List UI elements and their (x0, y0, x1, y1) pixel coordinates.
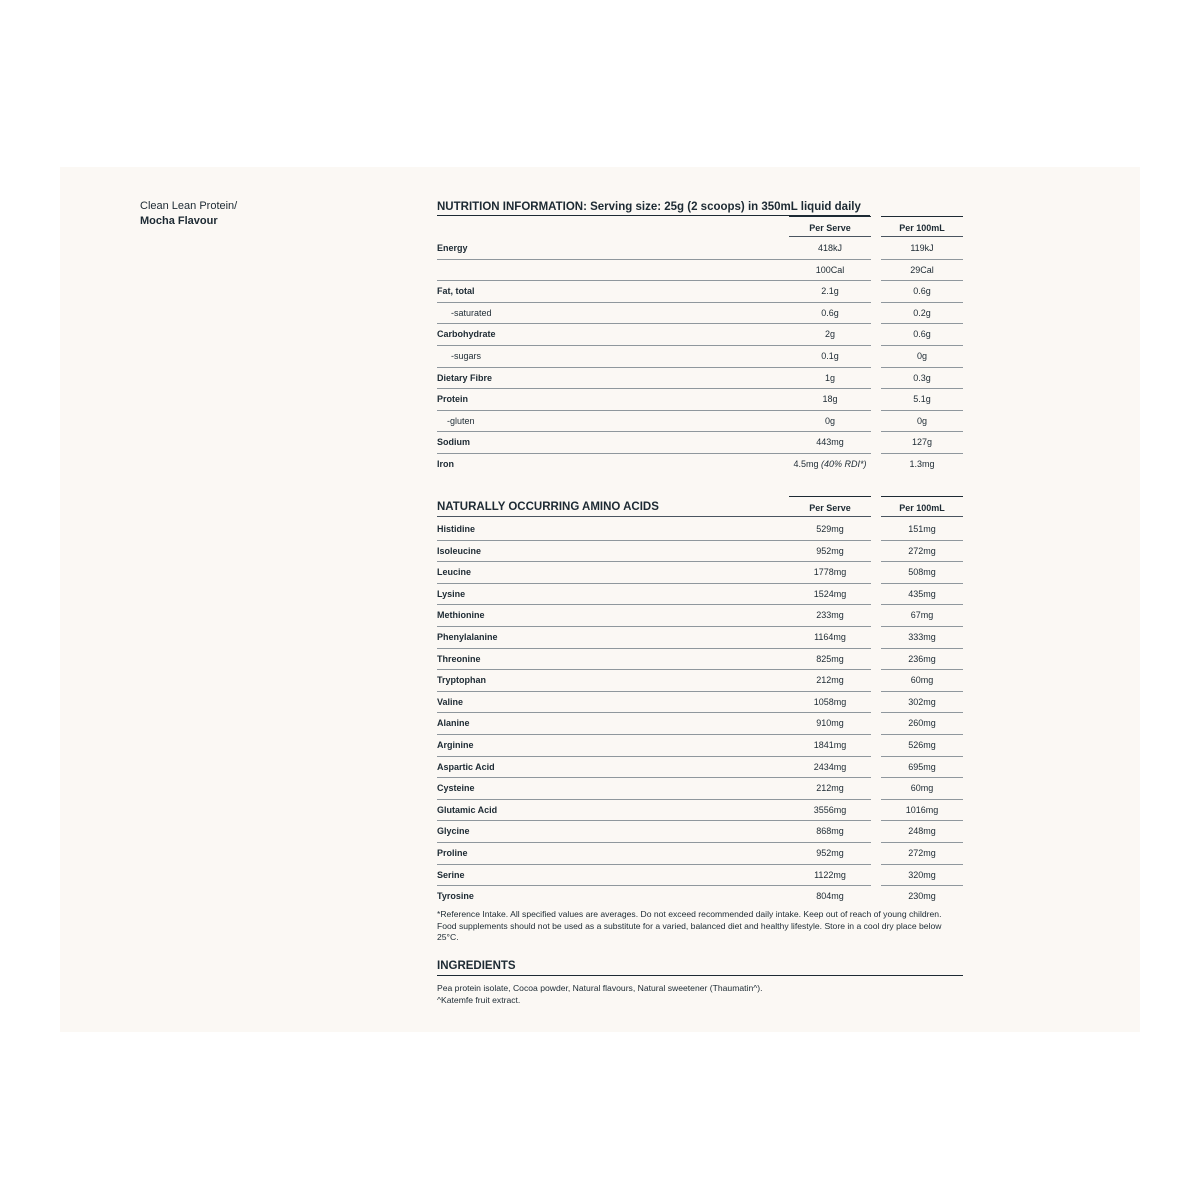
amino-row-label: Leucine (437, 562, 789, 584)
amino-row-per-100ml: 272mg (881, 843, 963, 865)
amino-row-per-serve: 1524mg (789, 584, 871, 606)
nutrition-row (437, 303, 963, 325)
amino-heading (437, 496, 963, 517)
ingredients-list (437, 983, 963, 1006)
nutrition-row-per-serve: 2.1g (789, 281, 871, 303)
nutrition-row-per-100ml: 119kJ (881, 238, 963, 260)
amino-row-per-serve: 529mg (789, 519, 871, 541)
amino-row-per-100ml: 151mg (881, 519, 963, 541)
amino-row-label: Threonine (437, 649, 789, 671)
amino-row-label: Tryptophan (437, 670, 789, 692)
amino-row (437, 865, 963, 887)
nutrition-row-per-100ml: 5.1g (881, 389, 963, 411)
ingredients-note: ^Katemfe fruit extract. (437, 994, 521, 1005)
amino-row-per-100ml: 60mg (881, 670, 963, 692)
nutrition-row-per-serve: 18g (789, 389, 871, 411)
amino-row-per-serve: 952mg (789, 843, 871, 865)
amino-row (437, 541, 963, 563)
nutrition-row-label: Energy (437, 238, 789, 260)
amino-row-label: Glycine (437, 821, 789, 843)
nutrition-column-headers (437, 216, 963, 237)
nutrition-row-label: -gluten (437, 411, 789, 433)
amino-row-per-serve: 3556mg (789, 800, 871, 822)
amino-row-per-serve: 804mg (816, 891, 844, 902)
amino-row-per-serve: 1778mg (789, 562, 871, 584)
amino-title-underline (437, 516, 789, 517)
nutrition-row-rdi-note: (40% RDI*) (821, 458, 867, 469)
amino-row-per-100ml: 67mg (881, 605, 963, 627)
amino-row-per-100ml: 695mg (881, 757, 963, 779)
nutrition-row-per-serve (789, 454, 871, 476)
nutrition-row-per-100ml: 0.6g (881, 281, 963, 303)
nutrition-row-per-serve: 0g (789, 411, 871, 433)
nutrition-row (437, 411, 963, 433)
amino-row (437, 843, 963, 865)
ingredients-underline (437, 975, 963, 976)
nutrition-row-per-serve: 2g (789, 324, 871, 346)
nutrition-row-per-serve: 0.1g (789, 346, 871, 368)
nutrition-row-per-100ml: 0.2g (881, 303, 963, 325)
amino-row-per-100ml: 248mg (881, 821, 963, 843)
nutrition-row-per-serve: 100Cal (789, 260, 871, 282)
nutrition-row-label: Sodium (437, 432, 789, 454)
nutrition-row-per-100ml: 0.6g (881, 324, 963, 346)
nutrition-table (437, 238, 963, 476)
amino-row-label: Lysine (437, 584, 789, 606)
amino-row (437, 605, 963, 627)
label-panel (60, 167, 1140, 1032)
amino-row-label: Tyrosine (437, 891, 474, 902)
amino-row-per-serve: 2434mg (789, 757, 871, 779)
nutrition-row-label: Fat, total (437, 281, 789, 303)
amino-row-per-100ml: 60mg (881, 778, 963, 800)
nutrition-row-per-100ml: 29Cal (881, 260, 963, 282)
amino-row-label: Cysteine (437, 778, 789, 800)
amino-row-per-100ml: 333mg (881, 627, 963, 649)
amino-row-label: Serine (437, 865, 789, 887)
amino-row (437, 584, 963, 606)
amino-row-per-100ml: 320mg (881, 865, 963, 887)
amino-row-per-serve: 1122mg (789, 865, 871, 887)
amino-row-label: Alanine (437, 713, 789, 735)
amino-row-label: Histidine (437, 519, 789, 541)
amino-row-label: Aspartic Acid (437, 757, 789, 779)
amino-row-label: Valine (437, 692, 789, 714)
amino-row-label: Glutamic Acid (437, 800, 789, 822)
nutrition-row (437, 238, 963, 260)
nutrition-row-label: -sugars (437, 346, 789, 368)
ingredients-heading (437, 955, 963, 977)
nutrition-row-per-100ml: 1.3mg (909, 458, 935, 469)
amino-row (437, 562, 963, 584)
amino-row-per-serve: 910mg (789, 713, 871, 735)
amino-col-per-100ml: Per 100mL (881, 496, 963, 517)
nutrition-row (437, 454, 963, 476)
nutrition-row (437, 346, 963, 368)
amino-row (437, 886, 963, 908)
amino-row-label: Phenylalanine (437, 627, 789, 649)
ingredients-text: Pea protein isolate, Cocoa powder, Natural flavours, Natural sweetener (Thaumatin^). (437, 983, 763, 993)
nutrition-row (437, 432, 963, 454)
amino-row-per-serve: 212mg (789, 778, 871, 800)
nutrition-row-per-100ml: 127g (881, 432, 963, 454)
nutrition-row-label: Iron (437, 458, 454, 469)
ingredients-title: INGREDIENTS (437, 960, 516, 972)
nutrition-row-label: -saturated (437, 303, 789, 325)
nutrition-col-per-100ml: Per 100mL (881, 216, 963, 237)
amino-row (437, 627, 963, 649)
amino-row-per-100ml: 272mg (881, 541, 963, 563)
amino-row-per-100ml: 260mg (881, 713, 963, 735)
amino-row-per-serve: 233mg (789, 605, 871, 627)
amino-row-per-serve: 1164mg (789, 627, 871, 649)
nutrition-title: NUTRITION INFORMATION: Serving size: 25g (2 scoops) in 350mL liquid daily (437, 201, 861, 213)
amino-row-per-serve: 212mg (789, 670, 871, 692)
nutrition-row-per-serve: 418kJ (789, 238, 871, 260)
nutrition-row-label: Protein (437, 389, 789, 411)
amino-row (437, 713, 963, 735)
nutrition-row-label (437, 260, 789, 282)
product-title (140, 199, 237, 229)
amino-row-per-serve: 1841mg (789, 735, 871, 757)
nutrition-row-per-serve-value: 4.5mg (793, 458, 819, 469)
amino-row (437, 692, 963, 714)
nutrition-row-label: Dietary Fibre (437, 368, 789, 390)
amino-row-per-100ml: 236mg (881, 649, 963, 671)
amino-row-per-serve: 952mg (789, 541, 871, 563)
amino-row-per-100ml: 230mg (908, 891, 936, 902)
nutrition-row-per-100ml: 0g (881, 411, 963, 433)
amino-row-label: Arginine (437, 735, 789, 757)
nutrition-row-per-serve: 443mg (789, 432, 871, 454)
amino-row (437, 821, 963, 843)
amino-col-per-serve: Per Serve (789, 496, 871, 517)
amino-row (437, 649, 963, 671)
nutrition-row-per-100ml: 0.3g (881, 368, 963, 390)
amino-row-per-100ml: 302mg (881, 692, 963, 714)
amino-title: NATURALLY OCCURRING AMINO ACIDS (437, 501, 659, 513)
nutrition-row-label: Carbohydrate (437, 324, 789, 346)
nutrition-row (437, 260, 963, 282)
nutrition-row-per-serve: 1g (789, 368, 871, 390)
amino-row-per-serve: 825mg (789, 649, 871, 671)
product-name: Clean Lean Protein/ (140, 200, 238, 212)
nutrition-row (437, 281, 963, 303)
amino-row-per-serve: 1058mg (789, 692, 871, 714)
nutrition-heading (437, 196, 963, 216)
nutrition-row-per-serve: 0.6g (789, 303, 871, 325)
amino-row-per-serve: 868mg (789, 821, 871, 843)
amino-row-per-100ml: 435mg (881, 584, 963, 606)
product-flavour: Mocha Flavour (140, 215, 218, 227)
amino-row-per-100ml: 1016mg (881, 800, 963, 822)
nutrition-row (437, 368, 963, 390)
nutrition-col-per-serve: Per Serve (789, 216, 871, 237)
amino-row-label: Proline (437, 843, 789, 865)
nutrition-row (437, 389, 963, 411)
amino-row (437, 757, 963, 779)
amino-row (437, 670, 963, 692)
nutrition-row (437, 324, 963, 346)
amino-row-per-100ml: 526mg (881, 735, 963, 757)
amino-row-per-100ml: 508mg (881, 562, 963, 584)
amino-table (437, 519, 963, 908)
amino-row-label: Methionine (437, 605, 789, 627)
amino-row-label: Isoleucine (437, 541, 789, 563)
nutrition-row-per-100ml: 0g (881, 346, 963, 368)
amino-row (437, 778, 963, 800)
amino-row (437, 519, 963, 541)
amino-row (437, 800, 963, 822)
amino-row (437, 735, 963, 757)
reference-footnote: *Reference Intake. All specified values are averages. Do not exceed recommended daily intake. Keep out of reach of young children. Food supplements should not be used as a substitute for a varied, balanced diet and healthy lifestyle. Store in a cool dry place below 25°C. (437, 909, 942, 942)
